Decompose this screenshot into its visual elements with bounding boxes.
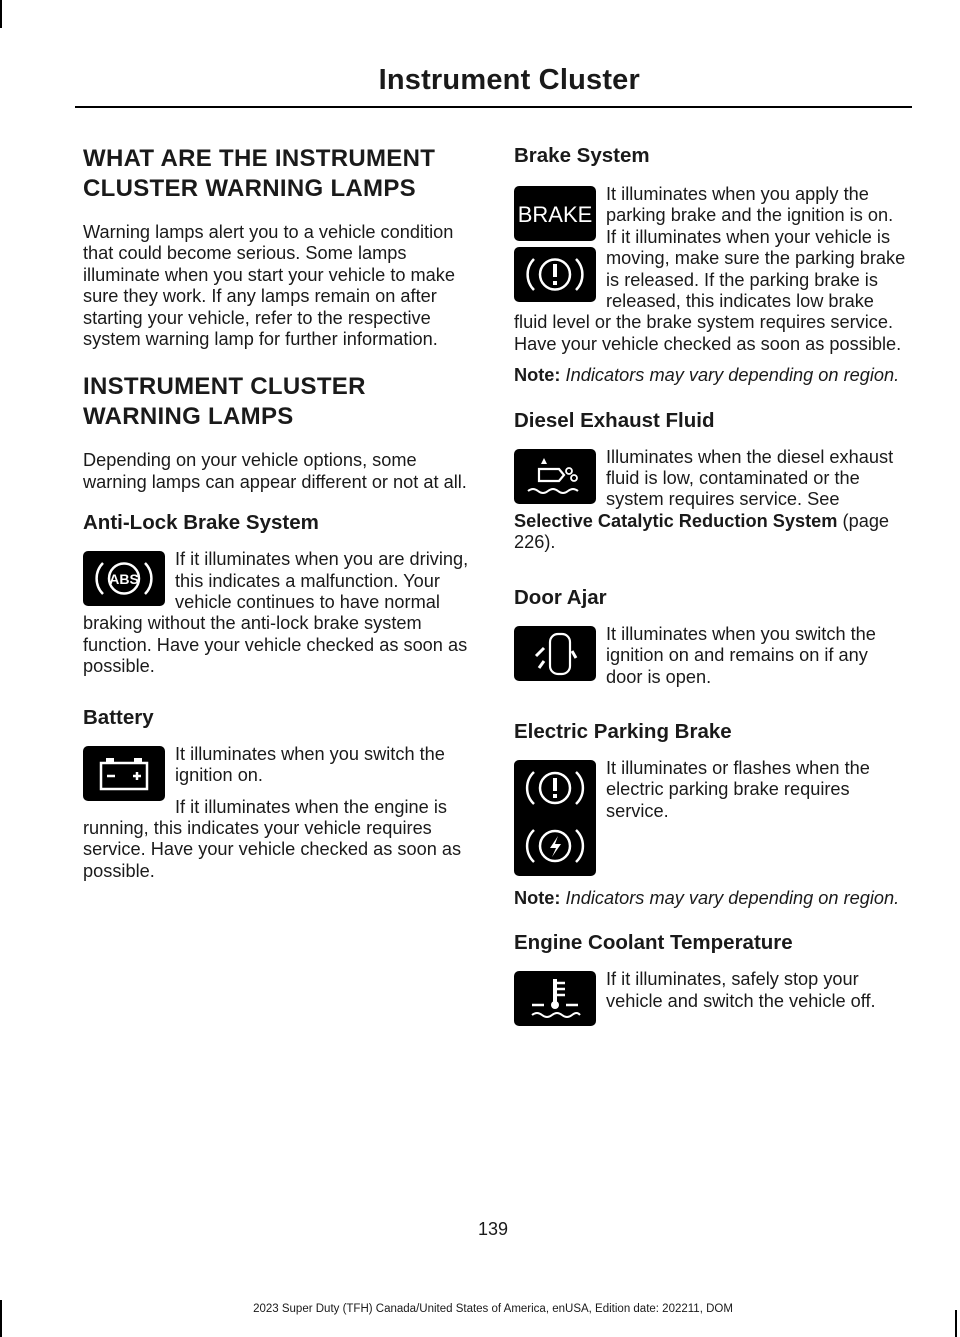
abs-description: If it illuminates when you are driving, this indicates a malfunction. Your vehicle continues to have normal braking without the anti-lock brake system function. Have your vehicle checked as soon as possible. [83,549,469,677]
brake-note: Note: Indicators may vary depending on region. [514,365,900,386]
intro-paragraph: Warning lamps alert you to a vehicle condition that could become serious. Some lamps illuminate when you start your vehicle to make sure they work. If any lamps remain on after starting your vehicle, refer to the respective system warning lamp for further information. [83,222,456,350]
footer-edition-info: 2023 Super Duty (TFH) Canada/United States of America, enUSA, Edition date: 202211, DOM [253,1303,733,1315]
brake-heading: Brake System [514,144,650,167]
section-heading-cluster-lamps: INSTRUMENT CLUSTER WARNING LAMPS [83,373,366,431]
section-heading-warning-lamps: WHAT ARE THE INSTRUMENT CLUSTER WARNING LAMPS [83,145,436,202]
def-description: Illuminates when the diesel exhaust fluid is low, contaminated or the system requires service. See Selective Catalytic Reduction System (page 226). [514,446,894,553]
page-number: 139 [477,1219,509,1239]
right-column [514,144,906,1030]
brake-exclamation-icon [514,247,596,302]
options-paragraph: Depending on your vehicle options, some warning lamps can appear different or not at all. [83,450,467,492]
header-divider [75,106,912,108]
page-header [75,64,912,97]
abs-warning-icon [83,551,165,606]
left-column [83,144,475,892]
svg-text:BRAKE: BRAKE [517,202,593,227]
battery-description-2: If it illuminates when the engine is running, this indicates your vehicle requires service. Have your vehicle checked as soon as possible. [83,796,462,881]
brake-description: It illuminates when you apply the parking brake and the ignition is on. If it illuminates when your vehicle is moving, make sure the parking brake is released. If the parking brake is released, this indicates low brake fluid level or the brake system requires service. Have your vehicle checked as soon as possible. [514,184,906,354]
epb-heading: Electric Parking Brake [514,719,732,743]
epb-note: Note: Indicators may vary depending on region. [514,887,900,908]
battery-heading: Battery [83,705,154,729]
page-title: Instrument Cluster [378,64,640,96]
coolant-description: If it illuminates, safely stop your vehicle and switch the vehicle off. [606,969,876,1011]
coolant-heading: Engine Coolant Temperature [514,931,793,955]
door-description: It illuminates when you switch the ignition on and remains on if any door is open. [606,623,876,687]
def-heading: Diesel Exhaust Fluid [514,408,715,432]
crop-mark [0,0,2,28]
electric-parking-brake-icon [514,760,596,876]
door-heading: Door Ajar [514,585,607,609]
door-ajar-icon [514,626,596,681]
diesel-exhaust-fluid-icon [514,449,596,504]
engine-coolant-temperature-icon [514,971,596,1026]
def-reference-link[interactable]: Selective Catalytic Reduction System [514,510,838,531]
abs-heading: Anti-Lock Brake System [83,511,319,535]
epb-description: It illuminates or flashes when the electric parking brake requires service. [606,757,870,821]
svg-text:ABS: ABS [109,571,139,588]
battery-icon [83,746,165,801]
brake-warning-icon [514,186,596,241]
brake-icon-group [514,186,596,302]
battery-description-1: It illuminates when you switch the ignition on. [175,743,445,786]
